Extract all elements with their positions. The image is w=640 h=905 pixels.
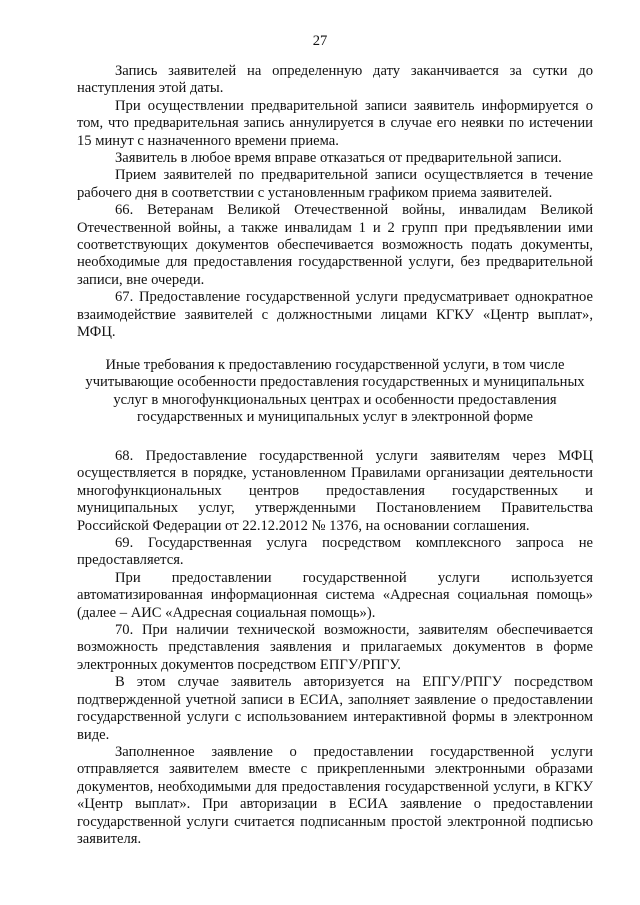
paragraph: При осуществлении предварительной записи заявитель информируется о том, что предварительная запись аннулируется в случае его неявки по истечении 15 минут с назначенного времени приема. — [77, 97, 593, 149]
paragraph: 66. Ветеранам Великой Отечественной войны, инвалидам Великой Отечественной войны, а также инвалидам 1 и 2 групп при предъявлении ими соответствующих документов обеспечивается возможность подать документы, необходимые для предоставления государственной услуги, без предварительной записи, вне очереди. — [77, 202, 593, 288]
paragraph: 68. Предоставление государственной услуги заявителям через МФЦ осуществляется в порядке, установленном Правилами организации деятельности многофункциональных центров предоставления государственных и муниципальных услуг, утвержденными Постановлением Правительства Российской Федерации от 22.12.2012 № 1376, на основании соглашения. — [77, 448, 593, 534]
paragraph: В этом случае заявитель авторизуется на ЕПГУ/РПГУ посредством подтвержденной учетной записи в ЕСИА, заполняет заявление о предоставлении государственной услуги с использованием интерактивной формы в электронном виде. — [77, 674, 593, 743]
paragraph: Запись заявителей на определенную дату заканчивается за сутки до наступления этой даты. — [77, 63, 593, 97]
paragraph: 67. Предоставление государственной услуги предусматривает однократное взаимодействие заявителей с должностными лицами КГКУ «Центр выплат», МФЦ. — [77, 289, 593, 341]
section-heading: Иные требования к предоставлению государственной услуги, в том числе учитывающие особенности предоставления государственных и муниципальных услуг в многофункциональных центрах и особенности предоставления государственных и муниципальных услуг в электронной форме — [85, 357, 585, 426]
paragraph: Заявитель в любое время вправе отказаться от предварительной записи. — [115, 150, 562, 167]
paragraph: Заполненное заявление о предоставлении государственной услуги отправляется заявителем вместе с прикрепленными электронными образами документов, необходимыми для предоставления государственной услуги, в КГКУ «Центр выплат». При авторизации в ЕСИА заявление о предоставлении государственной услуги считается подписанным простой электронной подписью заявителя. — [77, 743, 593, 847]
paragraph: 69. Государственная услуга посредством комплексного запроса не предоставляется. — [77, 535, 593, 569]
paragraph: 70. При наличии технической возможности, заявителям обеспечивается возможность представления заявления и прилагаемых документов в форме электронных документов посредством ЕПГУ/РПГУ. — [77, 622, 593, 673]
paragraphs-bottom — [77, 448, 593, 848]
paragraphs-top — [77, 63, 593, 342]
paragraph: Прием заявителей по предварительной записи осуществляется в течение рабочего дня в соответствии с установленным графиком приема заявителей. — [77, 167, 593, 201]
paragraph: При предоставлении государственной услуги используется автоматизированная информационная система «Адресная социальная помощь» (далее – АИС «Адресная социальная помощь»). — [77, 569, 593, 621]
page-number: 27 — [312, 33, 328, 49]
